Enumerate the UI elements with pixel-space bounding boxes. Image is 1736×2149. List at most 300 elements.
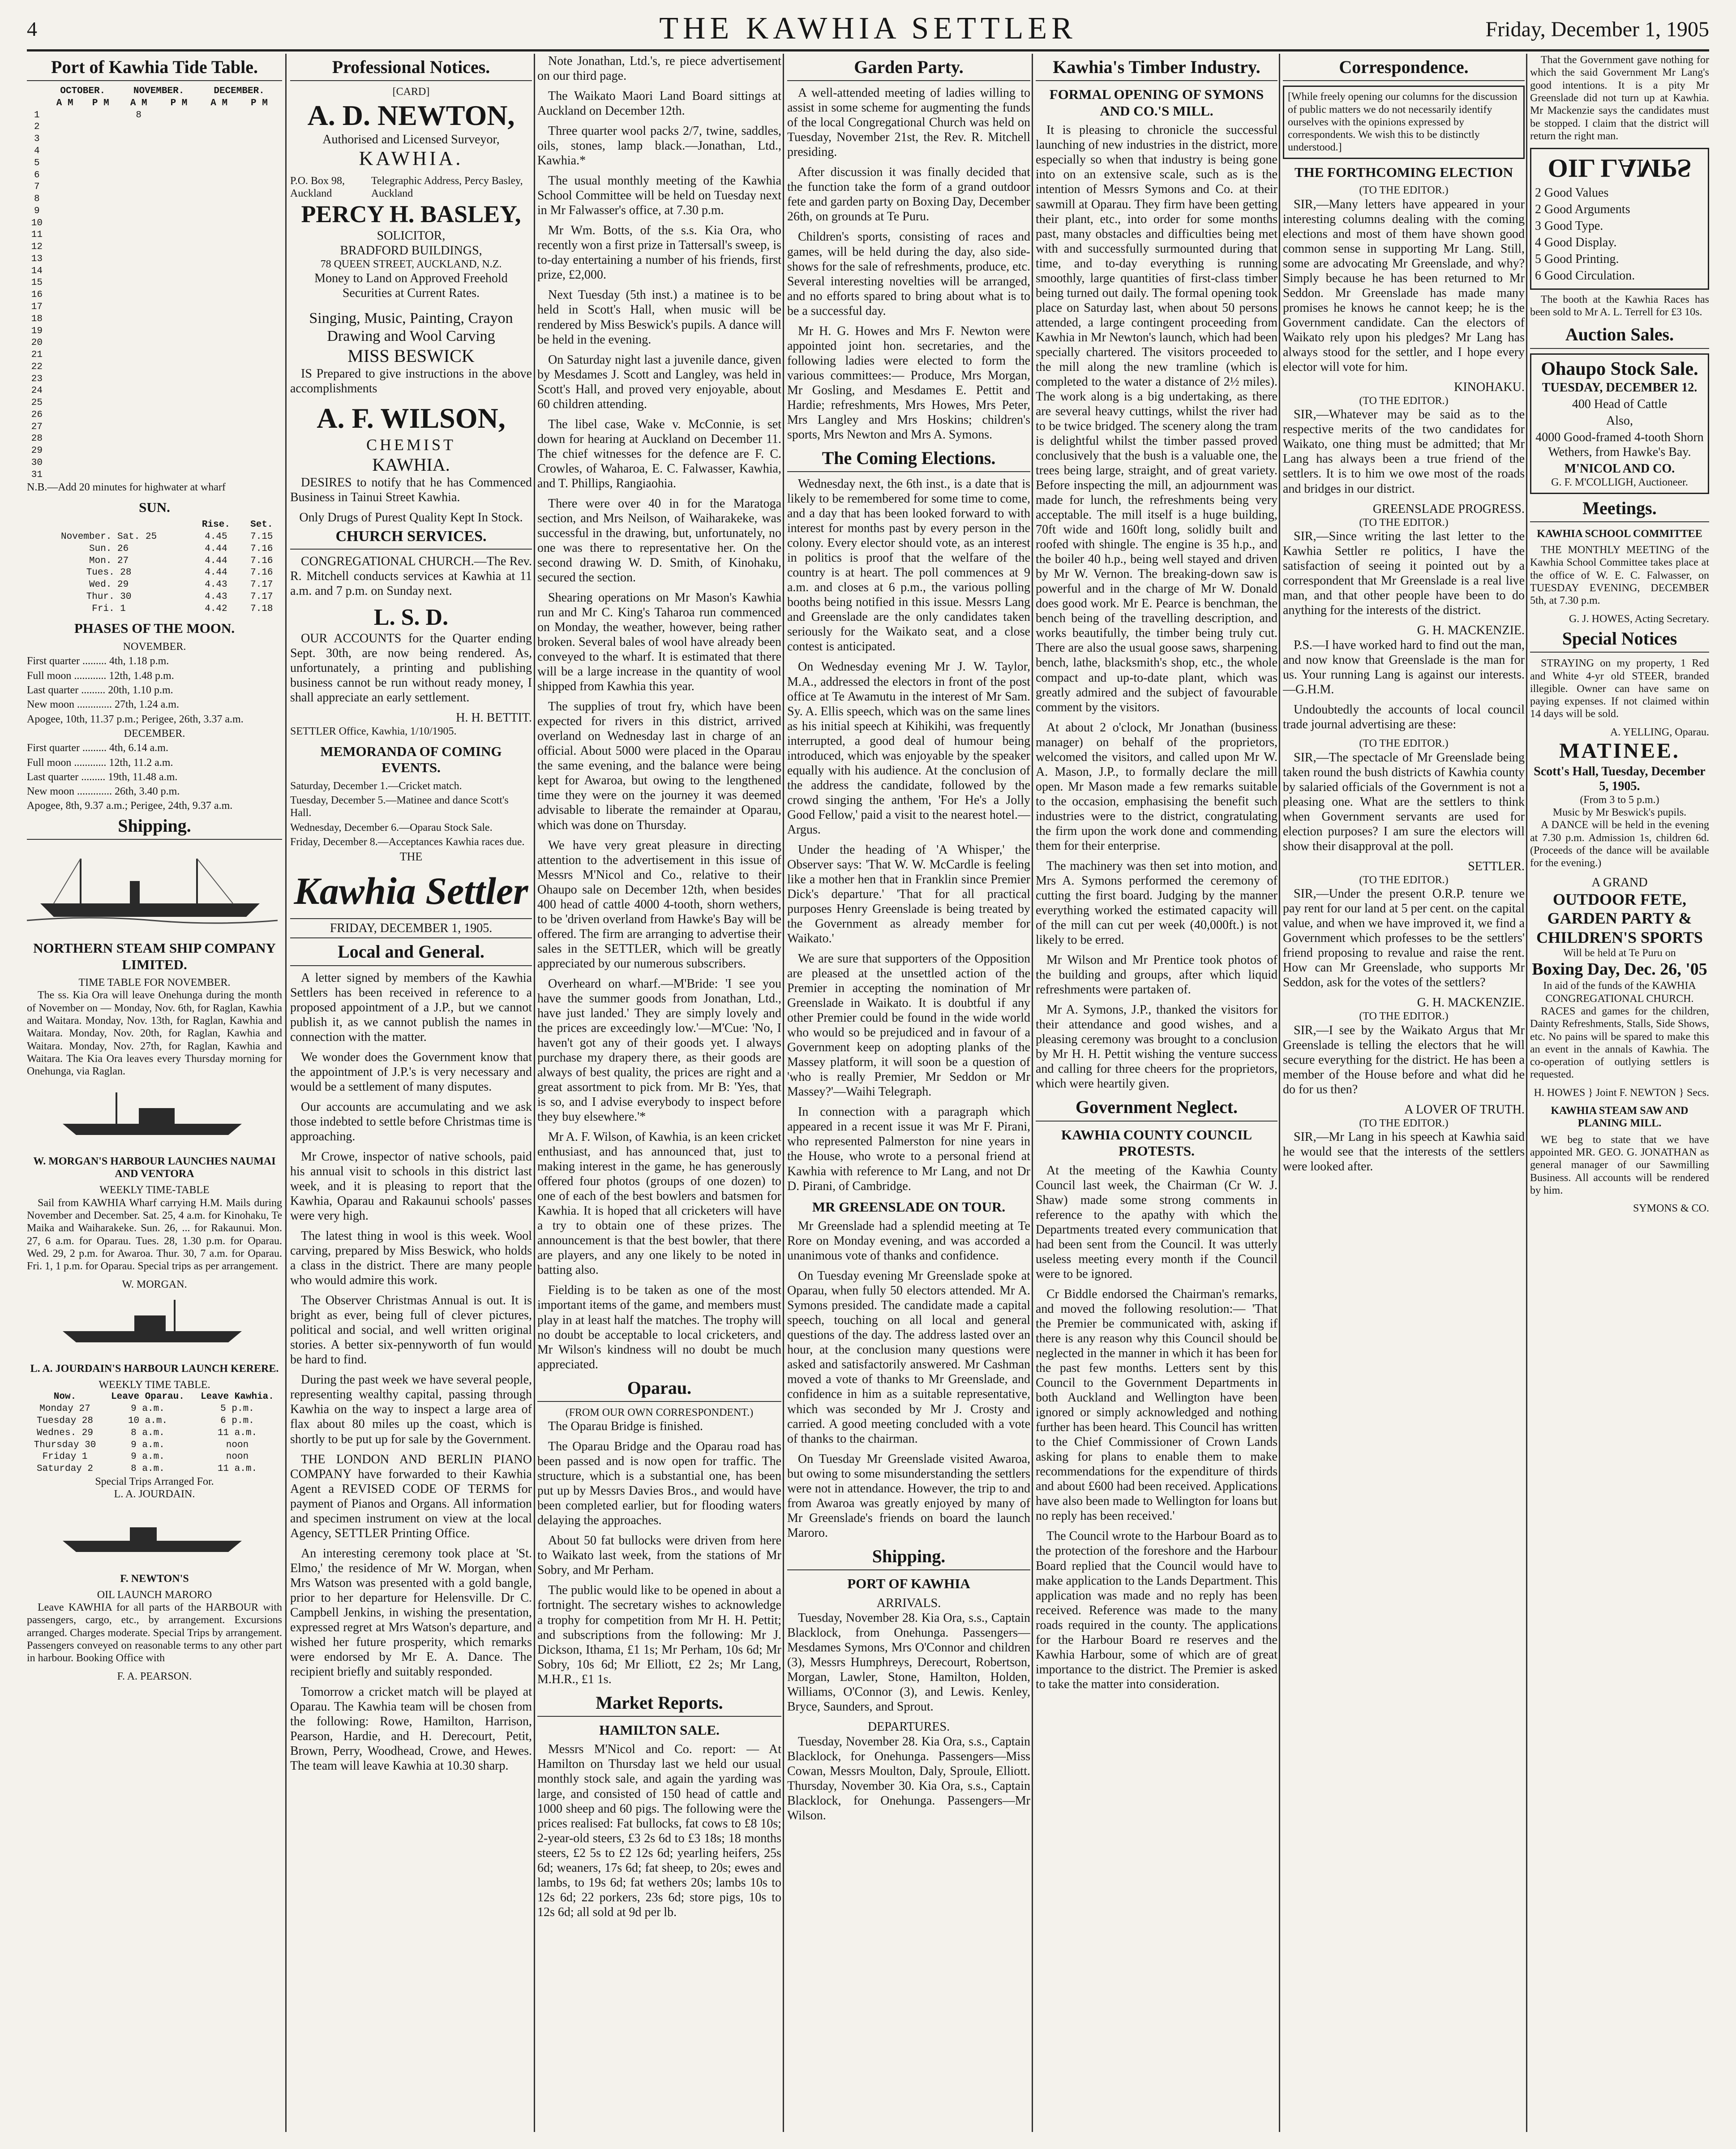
saw-mill-signature: SYMONS & CO.	[1633, 1203, 1709, 1215]
tide-row-cell	[83, 133, 119, 146]
tide-row	[27, 289, 282, 301]
column-rule	[1279, 54, 1280, 2132]
column-6	[1283, 54, 1525, 2136]
card-label: [CARD]	[392, 86, 430, 98]
professional-notices-title: Professional Notices.	[290, 56, 532, 81]
tide-row-cell: 30	[31, 457, 43, 468]
church-services-title: CHURCH SERVICES.	[290, 528, 532, 549]
column-1	[27, 54, 282, 2136]
to-the-editor: (TO THE EDITOR.)	[1359, 395, 1449, 407]
news-paragraph: About 50 fat bullocks were driven from here to Waikato last week, from the stations of Mr Sobry, and Mr Perham.	[537, 1534, 781, 1577]
tide-row-cell	[159, 241, 199, 254]
moon-november-list	[27, 655, 282, 726]
tide-row-cell	[159, 421, 199, 434]
garden-party-body	[787, 86, 1030, 442]
tide-row-cell	[199, 277, 239, 289]
news-paragraph: The usual monthly meeting of the Kawhia School Committee will be held on Tuesday next in Mr Falwasser's office, at 7.30 p.m.	[537, 174, 781, 218]
tide-row-cell	[119, 409, 159, 421]
nameplate-the: THE	[399, 850, 423, 864]
tide-row-cell	[199, 181, 239, 193]
advert-good-list	[1530, 148, 1709, 290]
sun-row-cell: 4.44	[205, 555, 227, 566]
government-neglect-body	[1036, 1163, 1277, 1692]
nssc-title: NORTHERN STEAM SHIP COMPANY LIMITED.	[33, 940, 276, 972]
tide-row-cell	[47, 254, 83, 266]
tide-row-cell	[83, 206, 119, 218]
jourdain-row-cell: Friday 1	[42, 1452, 88, 1462]
matinee-dance: A DANCE will be held in the evening at 7.30 p.m. Admission 1s, children 6d. (Proceeds of the dance will be available for the evening.)	[1530, 819, 1709, 869]
tide-row-cell	[119, 170, 159, 182]
jourdain-row-cell: 9 a.m.	[131, 1452, 165, 1462]
tide-row-cell	[47, 289, 83, 301]
ohaupo-item: 400 Head of Cattle	[1572, 397, 1667, 412]
letter-signature: G. H. MACKENZIE.	[1417, 623, 1525, 638]
tide-row	[27, 146, 282, 158]
tide-row-cell	[279, 421, 282, 434]
tide-row-cell	[83, 349, 119, 361]
wilson-role: CHEMIST	[366, 435, 456, 454]
jourdain-row	[27, 1440, 282, 1452]
memoranda-item: Tuesday, December 5.—Matinee and dance Scott's Hall.	[290, 795, 509, 819]
tide-row-cell	[239, 206, 279, 218]
letter-signature: KINOHAKU.	[1454, 380, 1525, 395]
tide-row-cell	[239, 301, 279, 314]
tide-row-cell	[159, 277, 199, 289]
tide-row	[27, 409, 282, 421]
moon-phase-item: Apogee, 8th, 9.37 a.m.; Perigee, 24th, 9.37 a.m.	[27, 800, 233, 812]
news-paragraph: The latest thing in wool is this week. Wool carving, prepared by Miss Beswick, who holds a class in the district. There are many people who would admire this work.	[290, 1229, 532, 1288]
jourdain-row	[27, 1415, 282, 1427]
nameplate: Kawhia Settler	[294, 869, 528, 912]
news-paragraph: Mr Greenslade had a splendid meeting at Te Rore on Monday evening, and was accorded a unanimous vote of thanks and confidence.	[787, 1219, 1030, 1263]
news-paragraph: Overheard on wharf.—M'Bride: 'I see you have the summer goods from Jonathan, Ltd., have just landed.' They are simply lovely and the prices are exceedingly low.'—M'Cue: 'No, I haven't got any of their goods yet. I always purchase my drapery there, as their goods are always of best quality, the prices are right and a great assortment to pick from. Mr B: 'Yes, that is so, and I advise everybody to inspect before they buy elsewhere.'*	[537, 976, 781, 1124]
tide-row-cell	[239, 158, 279, 170]
news-paragraph: Tomorrow a cricket match will be played at Oparau. The Kawhia team will be chosen from the following: Rowe, Hamilton, Harrison, Pearson, Hardie, and H. Derecourt, Petit, Brown, Perry, Woodhead, Crowe, and Hewes. The team will leave Kawhia at 10.30 sharp.	[290, 1685, 532, 1773]
tide-row-cell	[119, 301, 159, 314]
tide-row-cell	[199, 193, 239, 206]
column-rule	[534, 54, 535, 2132]
to-the-editor: (TO THE EDITOR.)	[1359, 1117, 1449, 1129]
news-paragraph: THE LONDON AND BERLIN PIANO COMPANY have forwarded to their Kawhia Agent a REVISED CODE OF TERMS for payment of Pianos and Organs. All information and specimen instrument on view at the local Agency, SETTLER Printing Office.	[290, 1452, 532, 1540]
news-paragraph: On Tuesday evening Mr Greenslade spoke at Oparau, when fully 50 electors attended. Mr A. Symons presided. The candidate made a capital speech, touching on all local and general questions of the day. The address lasted over an hour, at the conclusion many questions were asked and satisfactorily answered. Mr Cashman moved a vote of thanks to Mr Greenslade, and confidence in him as a suitable representative, which was seconded by Mr J. Crosty and carried. A good meeting concluded with a vote of thanks to the chairman.	[787, 1269, 1030, 1446]
news-paragraph: Three quarter wool packs 2/7, twine, saddles, oils, stones, lamp black.—Jonathan, Ltd., Kawhia.*	[537, 124, 781, 168]
tide-row-cell	[199, 374, 239, 386]
oparau-title: Oparau.	[537, 1377, 781, 1402]
tide-row-cell	[279, 433, 282, 445]
sun-row-cell: Tues. 28	[86, 567, 132, 578]
jourdain-timetable-body	[27, 1403, 282, 1475]
sun-row-cell: Fri. 1	[92, 603, 126, 614]
tide-row-cell	[83, 218, 119, 230]
fete-date: Boxing Day, Dec. 26, '05	[1532, 960, 1707, 979]
tide-row-cell	[239, 445, 279, 457]
tide-row-cell: 5	[34, 158, 40, 168]
tide-row-cell	[279, 146, 282, 158]
tide-row	[27, 229, 282, 241]
nssc-timetable-text: The ss. Kia Ora will leave Onehunga during the month of November on — Monday, Nov. 6th, for Raglan, Kawhia and Waitara. Monday, Nov. 13th, for Raglan, Kawhia and Waitara. Monday, Nov. 20th, for Raglan, Kawhia and Waitara. Monday, Nov. 27th, for Raglan, Kawhia and Waitara. The Kia Ora leaves every Thursday morning for Onehunga, via Raglan.	[27, 989, 282, 1078]
wilson-name: A. F. WILSON,	[317, 402, 506, 434]
news-paragraph: Mr A. Symons, J.P., thanked the visitors for their attendance and good wishes, and a pleasing ceremony was brought to a conclusion by Mr H. H. Pettit wishing the venture success and calling for three cheers for the proprietors, which were heartily given.	[1036, 1003, 1277, 1091]
tide-row-cell	[47, 277, 83, 289]
tide-row-cell	[47, 337, 83, 349]
tide-row-cell	[119, 193, 159, 206]
tide-row-cell	[83, 445, 119, 457]
jourdain-row-cell: 9 a.m.	[131, 1440, 165, 1450]
news-paragraph: During the past week we have several people, representing wealthy capital, passing through Kawhia on the way to inspect a large area of flax about 80 miles up the coast, which is shortly to be put up for sale by the Government.	[290, 1373, 532, 1446]
wilson-place: KAWHIA.	[372, 455, 450, 475]
sun-row-cell: November. Sat. 25	[60, 532, 157, 542]
sun-row-cell: 4.44	[205, 543, 227, 554]
column-rule	[1032, 54, 1033, 2132]
fete-signature: H. HOWES } Joint F. NEWTON } Secs.	[1534, 1087, 1709, 1099]
tide-row-cell	[199, 433, 239, 445]
tide-row	[27, 457, 282, 469]
moon-phase-item: Last quarter ......... 19th, 11.48 a.m.	[27, 771, 178, 783]
news-paragraph: Wednesday next, the 6th inst., is a date that is likely to be remembered for some time to come, and a day that has been looked forward to with interest for months past by every person in the colony. Every elector should vote, as an interest in politics is proof that the welfare of the country is at heart. The poll commences at 9 a.m. and closes at 6 p.m., the various polling booths being notified in this issue. Messrs Lang and Greenslade are the only candidates taken seriously for the Waikato seat, and a close contest is anticipated.	[787, 477, 1030, 654]
tide-row-cell	[199, 133, 239, 146]
auctioneer: G. F. M'COLLIGH, Auctioneer.	[1551, 477, 1688, 489]
tide-row-cell	[47, 374, 83, 386]
tide-row-cell	[239, 121, 279, 133]
sun-row	[27, 555, 282, 567]
tide-row	[27, 133, 282, 146]
tide-row-cell	[239, 314, 279, 326]
tide-row-cell	[119, 445, 159, 457]
tide-row-cell	[119, 457, 159, 469]
tide-row-cell	[199, 337, 239, 349]
column-7	[1530, 54, 1709, 2136]
tide-row-cell	[119, 181, 159, 193]
tide-row-cell	[239, 289, 279, 301]
launch-illustration	[27, 1088, 278, 1142]
tide-table: OCTOBER. NOVEMBER. DECEMBER. A M P M A M P M A M P M 1 8 2 3 4 5 6 7 8 9 10 11 12 13 14 15 16 17 18 19 20 21 22 23 24 25 26 27 28 29 30 31	[27, 86, 282, 481]
sun-row-cell: 7.16	[250, 543, 273, 554]
departures-text: Tuesday, November 28. Kia Ora, s.s., Captain Blacklock, for Onehunga. Passengers—Miss Cowan, Messrs Moulton, Daly, Sproule, Elliott. Thursday, November 30. Kia Ora, s.s., Captain Blacklock, for Onehunga. Passengers—Mr Wilson.	[787, 1734, 1030, 1822]
tide-row	[27, 121, 282, 133]
news-paragraph: The Waikato Maori Land Board sittings at Auckland on December 12th.	[537, 89, 781, 118]
column-3	[537, 54, 781, 2136]
tide-row-cell	[47, 469, 83, 481]
tide-row-cell	[199, 158, 239, 170]
tide-row-cell	[47, 206, 83, 218]
moon-phase-item: New moon ............. 27th, 1.24 a.m.	[27, 699, 179, 711]
tide-row-cell: 28	[31, 434, 43, 444]
market-reports-title: Market Reports.	[537, 1692, 781, 1717]
hamilton-sale-title: HAMILTON SALE.	[599, 1722, 720, 1738]
ohaupo-item: Also,	[1606, 414, 1633, 428]
tide-row	[27, 349, 282, 361]
saw-mill-title: KAWHIA STEAM SAW AND PLANING MILL.	[1551, 1105, 1689, 1130]
column-rule	[1526, 54, 1527, 2132]
school-committee-title: KAWHIA SCHOOL COMMITTEE	[1537, 528, 1702, 540]
launch-illustration	[27, 1295, 278, 1349]
tide-row-cell	[119, 277, 159, 289]
tide-row	[27, 374, 282, 386]
tide-row-cell	[159, 385, 199, 397]
news-paragraph: The Council wrote to the Harbour Board as to the protection of the foreshore and the Harbour Board replied that the Council would have to make application to the Lands Department. This application was made and no reply has been received. Reference was made to the many roads required in the county. The applications for the Harbour Board re reserves and the Kawhia Harbour, some of which are of great importance to the district. The Premier is asked to take the matter into consideration.	[1036, 1529, 1277, 1691]
sun-row	[27, 603, 282, 615]
tide-row-cell	[119, 349, 159, 361]
morgan-signature: W. MORGAN.	[122, 1278, 187, 1290]
tide-row-cell	[239, 218, 279, 230]
news-paragraph: A letter signed by members of the Kawhia Settlers has been received in reference to a proposed appointment of a J.P., but we cannot publish it, as we cannot publish the names in connection with the matter.	[290, 971, 532, 1044]
tide-row-cell	[279, 170, 282, 182]
tide-row-cell	[83, 397, 119, 409]
tide-row-cell	[279, 206, 282, 218]
tide-row-cell	[279, 374, 282, 386]
tide-row-cell	[47, 218, 83, 230]
tide-row	[27, 385, 282, 397]
tide-row-cell	[199, 229, 239, 241]
sun-row-cell: 4.43	[205, 591, 227, 602]
sun-table: Rise. Set. November. Sat. 25 4.45 7.15 Sun. 26 4.44 7.16 Mon. 27 4.44 7.16 Tues. 28 4.44 7.16 Wed. 29 4.43 7.17 Thur. 30 4.43 7.17 Fri. 1 4.42 7.18	[27, 519, 282, 615]
tide-row-cell	[199, 170, 239, 182]
tide-row-cell	[239, 457, 279, 469]
tide-row-cell: 22	[31, 361, 43, 372]
tide-row-cell	[159, 289, 199, 301]
tide-row-cell	[239, 397, 279, 409]
tide-row	[27, 181, 282, 193]
tide-row	[27, 469, 282, 481]
news-paragraph: Mr Crowe, inspector of native schools, paid his annual visit to schools in this district last week, and it is pleasing to report that the Kawhia, Oparau and Rakaunui schools' passes were very high.	[290, 1149, 532, 1223]
tide-row-cell	[279, 110, 282, 122]
tide-row-cell	[119, 374, 159, 386]
basley-telegraphic-address: Telegraphic Address, Percy Basley, Auckland	[371, 175, 523, 200]
tide-row-cell: 8	[136, 110, 142, 120]
correspondence-title: Correspondence.	[1283, 56, 1525, 81]
tide-row-cell	[239, 421, 279, 434]
local-general-title: Local and General.	[290, 941, 532, 966]
tide-row-cell	[279, 385, 282, 397]
sun-row-cell: 4.45	[205, 532, 227, 542]
tide-row-cell: 3	[34, 134, 40, 145]
sun-row-cell: Sun. 26	[89, 543, 129, 554]
tide-row-cell	[159, 146, 199, 158]
tide-row-cell: 20	[31, 338, 43, 348]
tide-row-cell	[83, 326, 119, 338]
tide-row-cell	[83, 361, 119, 374]
tide-row-cell	[279, 266, 282, 278]
tide-row-cell	[159, 314, 199, 326]
basley-postal-address: P.O. Box 98, Auckland	[290, 175, 345, 200]
tide-row-cell: 18	[31, 314, 43, 324]
tide-table-title: Port of Kawhia Tide Table.	[27, 56, 282, 81]
sun-row	[27, 531, 282, 543]
matinee-music: Music by Mr Beswick's pupils.	[1552, 807, 1687, 819]
tide-row-cell	[159, 110, 199, 122]
tide-row-cell	[119, 421, 159, 434]
tide-row-cell	[239, 193, 279, 206]
letter-signature: GREENSLADE PROGRESS.	[1372, 502, 1525, 516]
tide-row	[27, 241, 282, 254]
newton-launch-name: OIL LAUNCH MARORO	[97, 1589, 212, 1601]
jourdain-row-cell: 8 a.m.	[131, 1427, 165, 1438]
to-the-editor: (TO THE EDITOR.)	[1359, 738, 1449, 750]
tide-row-cell	[239, 374, 279, 386]
timber-industry-body	[1036, 123, 1277, 1091]
sun-row-cell: 7.16	[250, 555, 273, 566]
tide-row-cell	[279, 349, 282, 361]
tide-row-cell	[159, 433, 199, 445]
tide-row-cell	[199, 361, 239, 374]
sun-row-cell: 7.17	[250, 580, 273, 590]
tide-row-cell	[159, 121, 199, 133]
tide-row	[27, 301, 282, 314]
jourdain-timetable: Now. Leave Oparau. Leave Kawhia. Monday 27 9 a.m. 5 p.m. Tuesday 28 10 a.m. 6 p.m. Wednes. 29 8 a.m. 11 a.m. Thursday 30 9 a.m. noon Friday 1 9 a.m. noon Saturday 2 8 a.m. 11 a.m.	[27, 1391, 282, 1475]
tide-row-cell	[279, 254, 282, 266]
tide-row-cell	[199, 289, 239, 301]
tide-row	[27, 206, 282, 218]
sun-row	[27, 567, 282, 579]
tide-row-cell: 25	[31, 398, 43, 408]
tide-row-cell	[239, 326, 279, 338]
newton-launch-owner: F. NEWTON'S	[120, 1573, 189, 1585]
jourdain-row	[27, 1403, 282, 1415]
tide-row-cell	[47, 314, 83, 326]
tide-row	[27, 170, 282, 182]
tide-row-cell	[199, 349, 239, 361]
matinee-time: (From 3 to 5 p.m.)	[1580, 794, 1659, 806]
tide-row-cell	[159, 170, 199, 182]
jourdain-row-cell: 11 a.m.	[217, 1464, 257, 1474]
tide-row-cell	[279, 289, 282, 301]
tide-row-cell	[47, 349, 83, 361]
news-paragraph: The Oparau Bridge is finished.	[548, 1419, 703, 1434]
memoranda-title: MEMORANDA OF COMING EVENTS.	[320, 743, 502, 776]
jourdain-launch-title: L. A. JOURDAIN'S HARBOUR LAUNCH KERERE.	[30, 1362, 279, 1375]
arrivals-title: ARRIVALS.	[876, 1596, 941, 1610]
arrivals-text: Tuesday, November 28. Kia Ora, s.s., Captain Blacklock, from Onehunga. Passengers—Mesdames Symons, Mrs O'Connor and children (3), Messrs Humphreys, Derecourt, Robertson, Morgan, Lawler, Stone, Hamilton, Holden, Williams, O'Connor (3), and Lewis. Kenley, Bryce, Saunders, and Sprout.	[787, 1611, 1030, 1714]
tide-row-cell	[199, 241, 239, 254]
tide-row-cell	[279, 409, 282, 421]
tide-row-cell	[83, 374, 119, 386]
tide-row-cell	[119, 158, 159, 170]
garden-party-title: Garden Party.	[787, 56, 1030, 81]
beswick-text: IS Prepared to give instructions in the above accomplishments	[290, 367, 532, 396]
ohaupo-title: Ohaupo Stock Sale.	[1541, 358, 1698, 379]
tide-row-cell	[239, 361, 279, 374]
timber-industry-subtitle: FORMAL OPENING OF SYMONS AND CO.'S MILL.	[1049, 86, 1264, 119]
ohaupo-items	[1535, 397, 1704, 460]
lsd-text: OUR ACCOUNTS for the Quarter ending Sept. 30th, are now being rendered. As, unfortunately, a printing and publishing business cannot be run without ready money, I shall appreciate an early settlement.	[290, 632, 532, 705]
jourdain-signature: L. A. JOURDAIN.	[114, 1488, 195, 1500]
moon-november-label: NOVEMBER.	[123, 641, 186, 653]
tide-row-cell	[119, 397, 159, 409]
tide-row-cell	[47, 181, 83, 193]
tide-row-cell	[279, 445, 282, 457]
tide-row-cell	[239, 277, 279, 289]
news-paragraph: In connection with a paragraph which appeared in a recent issue it was Mr F. Pirani, who represented Palmerston for nine years in the House, who wrote to a personal friend at Kawhia with reference to Mr Lang, and not Dr D. Pirani, of Cambridge.	[787, 1105, 1030, 1193]
tide-row-cell: 7	[34, 182, 40, 193]
newton-launch-text: Leave KAWHIA for all parts of the HARBOUR with passengers, cargo, etc., by arrangement. Excursions arranged. Charges moderate. Special Trips by arrangement. Passengers conveyed on reasonable terms to any other part in harbour. Booking Office with	[27, 1602, 282, 1664]
sun-title: SUN.	[139, 499, 170, 515]
tide-row-cell	[279, 361, 282, 374]
tide-row-cell	[279, 457, 282, 469]
tide-row-cell	[119, 146, 159, 158]
tide-row-cell	[119, 133, 159, 146]
oparau-body	[537, 1419, 781, 1687]
jourdain-row	[27, 1427, 282, 1440]
letter-text: Undoubtedly the accounts of local council trade journal advertising are these:	[1283, 703, 1525, 732]
column-rule	[285, 54, 287, 2132]
dateline: FRIDAY, DECEMBER 1, 1905.	[290, 918, 532, 938]
news-paragraph: Cr Biddle endorsed the Chairman's remarks, and moved the following resolution:— 'That the Premier be communicated with, asking if there is any reason why this Council should be neglected in the manner in which it has been for the past few months. Letters sent by this Council to the Government Departments in both Auckland and Wellington have been ignored or simply acknowledged and nothing further has been heard. This Council has written to the Chief Commissioner of Crown Lands asking for plans to enable them to make recommendations for the expenditure of thirds and about £600 had been received. Applications have also been made to Wellington for loans but no reply has been received.'	[1036, 1287, 1277, 1523]
tide-row	[27, 266, 282, 278]
straying-notice: STRAYING on my property, 1 Red and White 4-yr old STEER, branded illegible. Owner can have same on paying expenses. If not claimed within 14 days will be sold.	[1530, 658, 1709, 720]
jourdain-row-cell: Thursday 30	[34, 1440, 96, 1450]
tide-row-cell: 10	[31, 218, 43, 228]
jourdain-row-cell: Wednes. 29	[36, 1427, 93, 1438]
fete-text: RACES and games for the children, Dainty Refreshments, Stalls, Side Shows, etc. No pains will be spared to make this an event in the annals of Kawhia. The co-operation of outlying settlers is requested.	[1530, 1005, 1709, 1081]
moon-december-label: DECEMBER.	[124, 727, 185, 739]
tide-row-cell	[239, 349, 279, 361]
tide-row-cell	[199, 206, 239, 218]
tide-row	[27, 277, 282, 289]
tide-note: N.B.—Add 20 minutes for highwater at wharf	[27, 481, 226, 494]
tide-row-cell	[47, 301, 83, 314]
ohaupo-stock-sale-ad	[1530, 353, 1709, 494]
port-of-kawhia: PORT OF KAWHIA	[847, 1575, 970, 1591]
morgan-timetable-title: WEEKLY TIME-TABLE	[99, 1184, 210, 1196]
news-paragraph: On Saturday night last a juvenile dance, given by Mesdames J. Scott and Langley, was held in Scott's Hall, and proved very enjoyable, about 60 children attending.	[537, 352, 781, 411]
tide-row-cell	[239, 170, 279, 182]
tide-row-cell	[239, 254, 279, 266]
tide-row-cell	[119, 206, 159, 218]
tide-row-cell	[159, 361, 199, 374]
greenslade-tour-title: MR GREENSLADE ON TOUR.	[812, 1199, 1006, 1215]
tide-row-cell	[83, 385, 119, 397]
tide-row	[27, 337, 282, 349]
tide-row-cell	[83, 457, 119, 469]
sun-row-cell: Mon. 27	[89, 555, 129, 566]
lsd-signature: H. H. BETTIT.	[456, 711, 532, 725]
school-committee-text: THE MONTHLY MEETING of the Kawhia School Committee takes place at the office of W. E. C. Falwasser, on TUESDAY EVENING, DECEMBER 5th, at 7.30 p.m.	[1530, 544, 1709, 607]
good-list-item: 3 Good Type.	[1535, 219, 1603, 233]
tide-row-cell	[239, 433, 279, 445]
news-paragraph: After discussion it was finally decided that the function take the form of a grand outdoor fete and garden party on Boxing Day, December 26th, on grounds at Te Puru.	[787, 165, 1030, 224]
letter-text: SIR,—Mr Lang in his speech at Kawhia said he would see that the interests of the settlers were looked after.	[1283, 1130, 1525, 1174]
tide-row-cell	[47, 170, 83, 182]
news-paragraph: Note Jonathan, Ltd.'s, re piece advertisement on our third page.	[537, 54, 781, 83]
letter-signature: G. H. MACKENZIE.	[1417, 996, 1525, 1010]
morgan-launches-title: W. MORGAN'S HARBOUR LAUNCHES NAUMAI AND VENTORA	[33, 1155, 276, 1180]
to-the-editor: (TO THE EDITOR.)	[1359, 516, 1449, 529]
tide-row-cell	[279, 121, 282, 133]
tide-row-cell	[159, 266, 199, 278]
tide-row-cell	[47, 361, 83, 374]
beswick-lessons: Singing, Music, Painting, Crayon Drawing and Wool Carving	[309, 309, 513, 344]
correspondence-continued: That the Government gave nothing for which the said Government Mr Lang's good intentions. It is a pity Mr Greenslade did not turn up at Kawhia. Mr Mackenzie says the candidates must be stopped. I claim that the district will return the right man.	[1530, 54, 1709, 142]
tide-row-cell	[279, 277, 282, 289]
jourdain-row-cell: 5 p.m.	[220, 1404, 254, 1414]
tide-row-cell	[239, 241, 279, 254]
tide-row-cell	[83, 110, 119, 122]
tide-row	[27, 110, 282, 122]
basley-building: BRADFORD BUILDINGS,	[340, 244, 482, 258]
timber-industry-title: Kawhia's Timber Industry.	[1036, 56, 1277, 81]
tide-row	[27, 218, 282, 230]
shipping-news-title: Shipping.	[787, 1546, 1030, 1570]
tide-row-cell	[279, 158, 282, 170]
tide-row-cell	[239, 385, 279, 397]
memoranda-item: Friday, December 8.—Acceptances Kawhia races due.	[290, 836, 525, 848]
tide-row-cell	[47, 421, 83, 434]
tide-row-cell	[83, 301, 119, 314]
news-paragraph: The public would like to be opened in about a fortnight. The secretary wishes to acknowledge a trophy for competition from Mr H. H. Pettit; and subscriptions from the following: Mr J. Dickson, Ithama, £1 1s; Mr Perham, 10s 6d; Mr Sobry, 10s 6d; Mr Elliott, £2 2s; Mr Lang, M.H.R., £1 1s.	[537, 1583, 781, 1686]
tide-row-cell	[83, 241, 119, 254]
news-paragraph: We have very great pleasure in directing attention to the advertisement in this issue of Messrs M'Nicol and Co., relative to their Ohaupo sale on December 12th, when besides 400 head of cattle 4000 4-tooth, shorn wethers, to be 'driven overland from Hawke's Bay will be offered. The firm are arranging to advertise their sales in the SETTLER, which will be greatly appreciated by our numerous subscribers.	[537, 838, 781, 971]
tide-row	[27, 314, 282, 326]
